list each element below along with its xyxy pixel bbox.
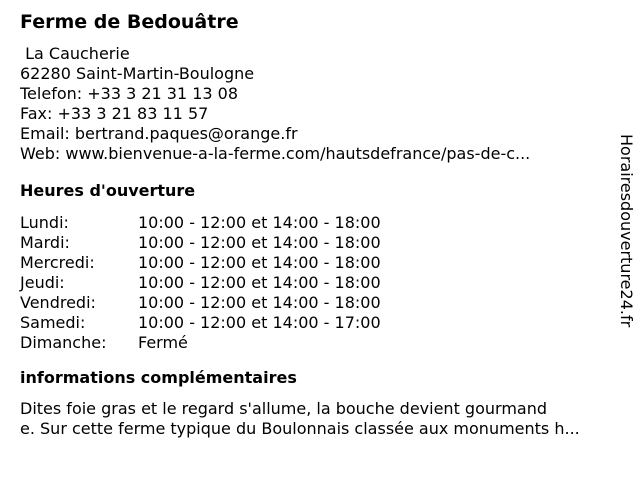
day-label: Jeudi:: [20, 273, 65, 292]
hours-row: [20, 333, 620, 353]
fax-line: Fax: +33 3 21 83 11 57: [20, 104, 209, 123]
time-value: 10:00 - 12:00 et 14:00 - 18:00: [138, 293, 381, 312]
day-label: Mercredi:: [20, 253, 95, 272]
site-watermark: Horairesdouverture24.fr: [617, 134, 636, 328]
description-line: Dites foie gras et le regard s'allume, la bouche devient gourmand: [20, 399, 547, 418]
business-name: Ferme de Bedouâtre: [20, 11, 239, 33]
hours-row: [20, 273, 620, 293]
day-label: Dimanche:: [20, 333, 107, 352]
contact-block: [20, 44, 620, 164]
hours-row: [20, 233, 620, 253]
time-value: 10:00 - 12:00 et 14:00 - 18:00: [138, 253, 381, 272]
hours-row: [20, 313, 620, 333]
hours-row: [20, 253, 620, 273]
time-value: 10:00 - 12:00 et 14:00 - 17:00: [138, 313, 381, 332]
day-label: Mardi:: [20, 233, 70, 252]
time-value: 10:00 - 12:00 et 14:00 - 18:00: [138, 233, 381, 252]
description-text: [20, 399, 620, 439]
opening-hours-table: [20, 213, 620, 353]
address-street: La Caucherie: [20, 44, 130, 63]
day-label: Lundi:: [20, 213, 69, 232]
hours-row: [20, 293, 620, 313]
address-city: 62280 Saint-Martin-Boulogne: [20, 64, 255, 83]
time-value: 10:00 - 12:00 et 14:00 - 18:00: [138, 213, 381, 232]
website-link[interactable]: Web: www.bienvenue-a-la-ferme.com/hautsdefrance/pas-de-c...: [20, 144, 531, 163]
day-label: Vendredi:: [20, 293, 96, 312]
time-value: Fermé: [138, 333, 188, 352]
info-heading: informations complémentaires: [20, 368, 297, 387]
business-card: [20, 8, 620, 439]
email-link[interactable]: Email: bertrand.paques@orange.fr: [20, 124, 298, 143]
phone-line[interactable]: Telefon: +33 3 21 31 13 08: [20, 84, 239, 103]
description-line: e. Sur cette ferme typique du Boulonnais classée aux monuments h...: [20, 419, 580, 438]
time-value: 10:00 - 12:00 et 14:00 - 18:00: [138, 273, 381, 292]
hours-row: [20, 213, 620, 233]
day-label: Samedi:: [20, 313, 86, 332]
hours-heading: Heures d'ouverture: [20, 181, 196, 200]
